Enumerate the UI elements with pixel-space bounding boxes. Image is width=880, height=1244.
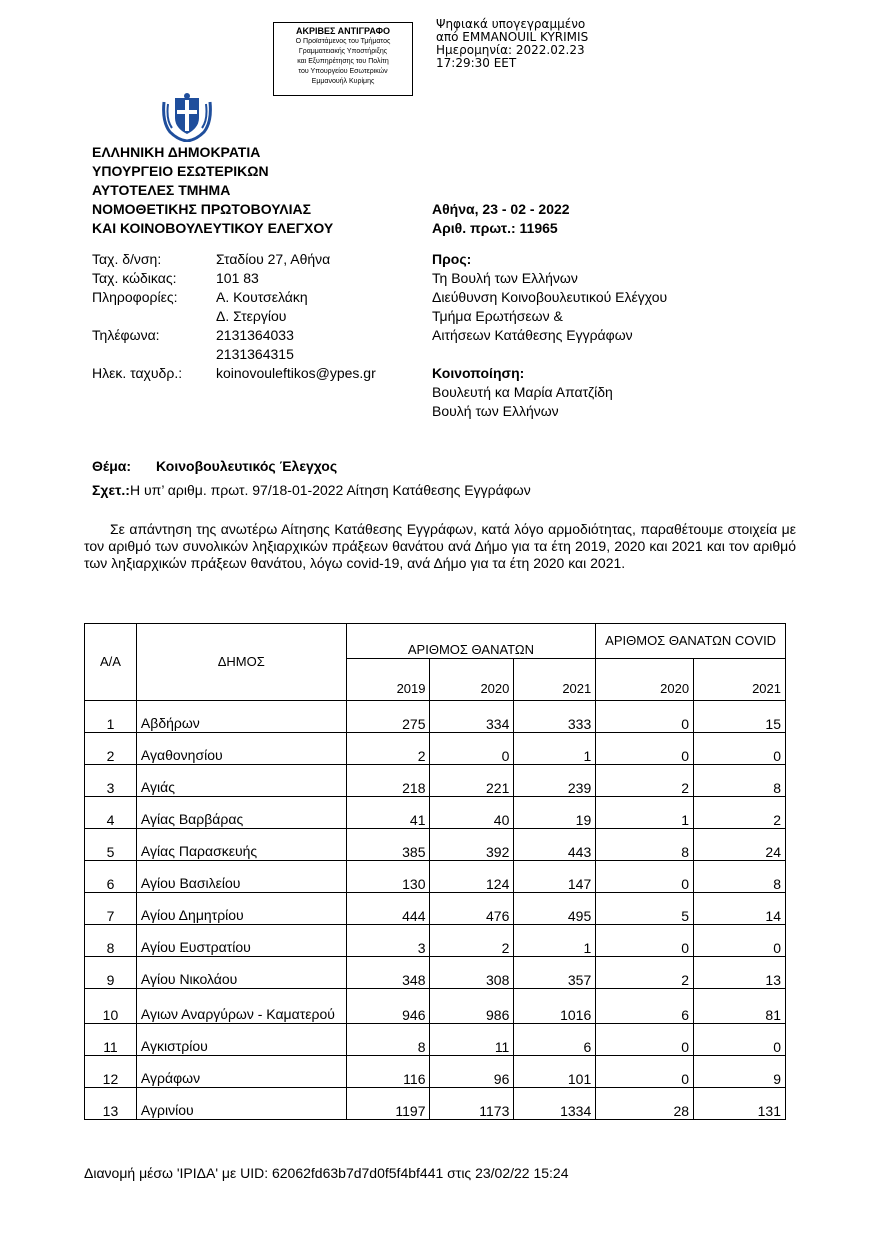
table-row: [85, 701, 786, 733]
info-value: Δ. Στεργίου: [216, 308, 287, 324]
deaths-2019: 41: [346, 797, 430, 829]
table-row: [85, 765, 786, 797]
covid-deaths-2020: 0: [596, 1024, 694, 1056]
row-index: 6: [85, 861, 137, 893]
deaths-2020: 308: [430, 957, 514, 989]
covid-deaths-2020: 0: [596, 1056, 694, 1088]
info-label: Ταχ. δ/νση:: [92, 251, 162, 267]
cc-block: [432, 364, 613, 421]
deaths-2021: 495: [514, 893, 596, 925]
date-line: Αθήνα, 23 - 02 - 2022: [432, 201, 570, 217]
body-paragraph: Σε απάντηση της ανωτέρω Αίτησης Κατάθεσης Εγγράφων, κατά λόγο αρμοδιότητας, παραθέτουμε στοιχεία με τον αριθμό των συνολικών ληξιαρχικών πράξεων θανάτου ανά Δήμο για τα έτη 2019, 2020 και 2021 και τον αριθμό των ληξιαρχικών πράξεων θανάτου, λόγω covid-19, ανά Δήμο για τα έτη 2020 και 2021.: [84, 521, 796, 571]
dimos-name: Αγρινίου: [136, 1088, 346, 1120]
deaths-2020: 0: [430, 733, 514, 765]
row-index: 10: [85, 989, 137, 1024]
covid-deaths-2021: 0: [694, 733, 786, 765]
recipient-label: Προς:: [432, 251, 472, 267]
table-row: [85, 925, 786, 957]
signature-line: Ψηφιακά υπογεγραμμένο: [436, 17, 586, 31]
header-covid: ΑΡΙΘΜΟΣ ΘΑΝΑΤΩΝ COVID: [596, 624, 786, 659]
covid-deaths-2020: 28: [596, 1088, 694, 1120]
deaths-2021: 1334: [514, 1088, 596, 1120]
covid-deaths-2021: 13: [694, 957, 786, 989]
info-value: 101 83: [216, 270, 259, 286]
deaths-2019: 385: [346, 829, 430, 861]
deaths-2020: 96: [430, 1056, 514, 1088]
deaths-2019: 116: [346, 1056, 430, 1088]
deaths-2019: 3: [346, 925, 430, 957]
covid-deaths-2020: 0: [596, 733, 694, 765]
recipient-block: [432, 250, 667, 345]
deaths-2020: 476: [430, 893, 514, 925]
cc-line: Βουλευτή κα Μαρία Απατζίδη: [432, 384, 613, 400]
covid-deaths-2021: 9: [694, 1056, 786, 1088]
deaths-2020: 40: [430, 797, 514, 829]
signature-line: Ημερομηνία: 2022.02.23: [436, 43, 585, 57]
deaths-2019: 946: [346, 989, 430, 1024]
signature-line: 17:29:30 EET: [436, 56, 517, 70]
subject-label: Θέμα:: [92, 458, 132, 474]
covid-deaths-2020: 0: [596, 925, 694, 957]
deaths-2020: 2: [430, 925, 514, 957]
dimos-name: Αγράφων: [136, 1056, 346, 1088]
info-value: 2131364033: [216, 327, 294, 343]
table-row: [85, 1088, 786, 1120]
dimos-name: Αγιων Αναργύρων - Καματερού: [136, 989, 346, 1024]
certified-copy-stamp: [273, 22, 413, 96]
header-year: 2020: [596, 659, 694, 701]
header-year: 2021: [694, 659, 786, 701]
deaths-2019: 130: [346, 861, 430, 893]
deaths-2020: 392: [430, 829, 514, 861]
deaths-2019: 8: [346, 1024, 430, 1056]
deaths-2020: 1173: [430, 1088, 514, 1120]
date-block: [432, 200, 570, 238]
covid-deaths-2020: 8: [596, 829, 694, 861]
info-value: Α. Κουτσελάκη: [216, 289, 308, 305]
deaths-2020: 124: [430, 861, 514, 893]
stamp-line: και Εξυπηρέτησης του Πολίτη: [297, 58, 389, 65]
dimos-name: Αγίου Βασιλείου: [136, 861, 346, 893]
deaths-2021: 147: [514, 861, 596, 893]
covid-deaths-2020: 0: [596, 861, 694, 893]
deaths-2021: 443: [514, 829, 596, 861]
protocol-number: Αριθ. πρωτ.: 11965: [432, 220, 558, 236]
covid-deaths-2020: 5: [596, 893, 694, 925]
distribution-footer: Διανομή μέσω 'ΙΡΙΔΑ' με UID: 62062fd63b7d7d0f5f4bf441 στις 23/02/22 15:24: [84, 1165, 569, 1181]
deaths-2020: 334: [430, 701, 514, 733]
info-value: Σταδίου 27, Αθήνα: [216, 251, 331, 267]
subject-line: [92, 456, 337, 476]
header-line: ΚΑΙ ΚΟΙΝΟΒΟΥΛΕΥΤΙΚΟΥ ΕΛΕΓΧΟΥ: [92, 220, 334, 236]
deaths-2021: 333: [514, 701, 596, 733]
cc-line: Βουλή των Ελλήνων: [432, 403, 559, 419]
relative-line: [92, 480, 531, 500]
row-index: 8: [85, 925, 137, 957]
header-line: ΑΥΤΟΤΕΛΕΣ ΤΜΗΜΑ: [92, 182, 231, 198]
covid-deaths-2021: 131: [694, 1088, 786, 1120]
dimos-name: Αγίας Παρασκευής: [136, 829, 346, 861]
stamp-line: Εμμανουήλ Κυρίμης: [311, 78, 375, 85]
contact-values: [216, 250, 376, 383]
cc-label: Κοινοποίηση:: [432, 365, 525, 381]
header-deaths: ΑΡΙΘΜΟΣ ΘΑΝΑΤΩΝ: [346, 624, 596, 659]
row-index: 9: [85, 957, 137, 989]
deaths-2019: 275: [346, 701, 430, 733]
dimos-name: Αγαθονησίου: [136, 733, 346, 765]
covid-deaths-2021: 24: [694, 829, 786, 861]
covid-deaths-2021: 15: [694, 701, 786, 733]
covid-deaths-2021: 0: [694, 1024, 786, 1056]
covid-deaths-2020: 1: [596, 797, 694, 829]
table-row: [85, 733, 786, 765]
info-label: Ηλεκ. ταχυδρ.:: [92, 365, 183, 381]
signature-line: από EMMANOUIL KYRIMIS: [436, 30, 589, 44]
deaths-2021: 101: [514, 1056, 596, 1088]
dimos-name: Αβδήρων: [136, 701, 346, 733]
header-dimos: ΔΗΜΟΣ: [136, 624, 346, 701]
subject-text: Κοινοβουλευτικός Έλεγχος: [156, 458, 338, 474]
row-index: 5: [85, 829, 137, 861]
covid-deaths-2020: 0: [596, 701, 694, 733]
deaths-2019: 1197: [346, 1088, 430, 1120]
deaths-2019: 348: [346, 957, 430, 989]
dimos-name: Αγιάς: [136, 765, 346, 797]
covid-deaths-2021: 2: [694, 797, 786, 829]
table-row: [85, 829, 786, 861]
row-index: 4: [85, 797, 137, 829]
table-row: [85, 893, 786, 925]
covid-deaths-2020: 2: [596, 957, 694, 989]
table-row: [85, 957, 786, 989]
stamp-line: Ο Προϊστάμενος του Τμήματος: [295, 38, 391, 45]
recipient-line: Διεύθυνση Κοινοβουλευτικού Ελέγχου: [432, 289, 668, 305]
info-label: [92, 307, 182, 326]
relative-text: Η υπ’ αριθμ. πρωτ. 97/18-01-2022 Αίτηση Κατάθεσης Εγγράφων: [130, 482, 531, 498]
ministry-header: [92, 143, 333, 238]
deaths-2020: 11: [430, 1024, 514, 1056]
info-label: Τηλέφωνα:: [92, 327, 160, 343]
deaths-2021: 1: [514, 733, 596, 765]
covid-deaths-2021: 14: [694, 893, 786, 925]
dimos-name: Αγίας Βαρβάρας: [136, 797, 346, 829]
deaths-2021: 1016: [514, 989, 596, 1024]
dimos-name: Αγκιστρίου: [136, 1024, 346, 1056]
deaths-2021: 357: [514, 957, 596, 989]
greek-emblem-icon: [158, 92, 216, 142]
dimos-name: Αγίου Δημητρίου: [136, 893, 346, 925]
row-index: 12: [85, 1056, 137, 1088]
header-line: ΝΟΜΟΘΕΤΙΚΗΣ ΠΡΩΤΟΒΟΥΛΙΑΣ: [92, 201, 312, 217]
recipient-line: Αιτήσεων Κατάθεσης Εγγράφων: [432, 327, 633, 343]
info-label: Πληροφορίες:: [92, 289, 178, 305]
contact-labels: [92, 250, 182, 383]
dimos-name: Αγίου Ευστρατίου: [136, 925, 346, 957]
deaths-2021: 19: [514, 797, 596, 829]
email-value: koinovouleftikos@ypes.gr: [216, 365, 376, 381]
header-year: 2021: [514, 659, 596, 701]
deaths-2021: 1: [514, 925, 596, 957]
deaths-2020: 221: [430, 765, 514, 797]
row-index: 13: [85, 1088, 137, 1120]
deaths-2019: 444: [346, 893, 430, 925]
deaths-2020: 986: [430, 989, 514, 1024]
header-line: ΥΠΟΥΡΓΕΙΟ ΕΣΩΤΕΡΙΚΩΝ: [92, 163, 269, 179]
relative-label: Σχετ.:: [92, 482, 130, 498]
table-row: [85, 1024, 786, 1056]
row-index: 1: [85, 701, 137, 733]
header-year: 2020: [430, 659, 514, 701]
row-index: 7: [85, 893, 137, 925]
header-year: 2019: [346, 659, 430, 701]
covid-deaths-2021: 81: [694, 989, 786, 1024]
info-label: Ταχ. κώδικας:: [92, 270, 177, 286]
row-index: 2: [85, 733, 137, 765]
deaths-2019: 2: [346, 733, 430, 765]
stamp-title: ΑΚΡΙΒΕΣ ΑΝΤΙΓΡΑΦΟ: [296, 26, 390, 36]
table-row: [85, 797, 786, 829]
dimos-name: Αγίου Νικολάου: [136, 957, 346, 989]
recipient-line: Τμήμα Ερωτήσεων &: [432, 308, 563, 324]
table-row: [85, 1056, 786, 1088]
covid-deaths-2021: 8: [694, 861, 786, 893]
covid-deaths-2021: 0: [694, 925, 786, 957]
deaths-2021: 239: [514, 765, 596, 797]
row-index: 3: [85, 765, 137, 797]
covid-deaths-2021: 8: [694, 765, 786, 797]
info-label: [92, 345, 182, 364]
deaths-2021: 6: [514, 1024, 596, 1056]
deaths-table: [84, 623, 786, 1120]
header-line: ΕΛΛΗΝΙΚΗ ΔΗΜΟΚΡΑΤΙΑ: [92, 144, 261, 160]
table-row: [85, 861, 786, 893]
deaths-2019: 218: [346, 765, 430, 797]
info-value: 2131364315: [216, 346, 294, 362]
stamp-line: του Υπουργείου Εσωτερικών: [298, 68, 388, 75]
table-row: [85, 989, 786, 1024]
recipient-line: Τη Βουλή των Ελλήνων: [432, 270, 578, 286]
covid-deaths-2020: 6: [596, 989, 694, 1024]
stamp-line: Γραμματειακής Υποστήριξης: [298, 48, 388, 55]
header-aa: Α/Α: [85, 624, 137, 701]
digital-signature: [436, 18, 588, 70]
covid-deaths-2020: 2: [596, 765, 694, 797]
row-index: 11: [85, 1024, 137, 1056]
